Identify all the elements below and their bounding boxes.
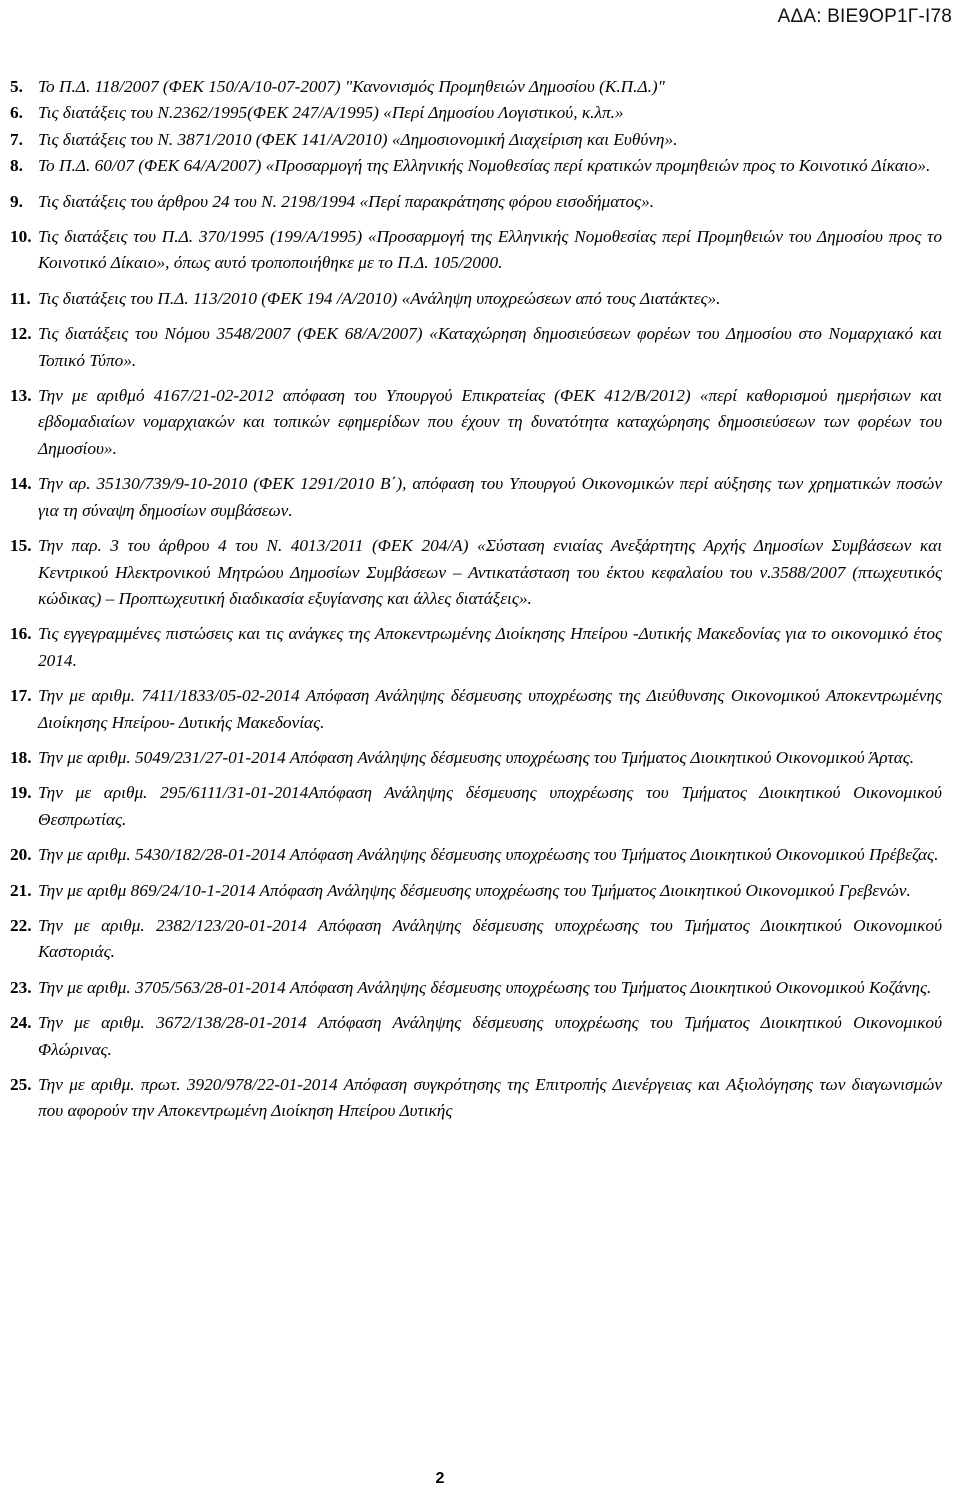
item-number: 19.	[10, 783, 32, 803]
item-text: Την με αριθμ. 295/6111/31-01-2014Απόφαση Ανάληψης δέσμευσης υποχρέωσης του Τμήματος Διοικητικού Οικονομικού Θεσπρωτίας.	[38, 783, 942, 829]
item-number: 23.	[10, 977, 32, 997]
list-item	[10, 1010, 942, 1063]
list-item	[10, 127, 942, 153]
list-item	[10, 189, 942, 215]
item-number: 6.	[10, 103, 23, 123]
list-item	[10, 321, 942, 374]
item-number: 10.	[10, 227, 32, 247]
ada-code: ΑΔΑ: ΒΙΕ9ΟΡ1Γ-Ι78	[777, 6, 952, 27]
item-number: 5.	[10, 77, 23, 96]
list-item	[10, 621, 942, 674]
list-item	[10, 533, 942, 612]
document-body	[10, 74, 942, 1125]
list-item	[10, 683, 942, 736]
list-item	[10, 224, 942, 277]
item-text: Τις διατάξεις του άρθρου 24 του Ν. 2198/1994 «Περί παρακράτησης φόρου εισοδήματος».	[38, 191, 655, 211]
item-number: 20.	[10, 845, 32, 865]
item-number: 14.	[10, 474, 32, 494]
item-number: 8.	[10, 156, 23, 176]
item-text: Την με αριθμ. 5049/231/27-01-2014 Απόφαση Ανάληψης δέσμευσης υποχρέωσης του Τμήματος Διοικητικού Οικονομικού Άρτας.	[38, 747, 915, 767]
item-text: Την με αριθμ. πρωτ. 3920/978/22-01-2014 Απόφαση συγκρότησης της Επιτροπής Διενέργειας και Αξιολόγησης των διαγωνισμών που αφορούν την Αποκεντρωμένη Διοίκηση Ηπείρου Δυτικής	[38, 1075, 942, 1121]
item-text: Την με αριθμό 4167/21-02-2012 απόφαση του Υπουργού Επικρατείας (ΦΕΚ 412/Β/2012) «περί καθορισμού ημερήσιων και εβδομαδιαίων νομαρχιακών και τοπικών εφημερίδων που έχουν τη δυνατότητα καταχώρησης δημοσιεύσεων των φορέων του Δημοσίου».	[38, 386, 942, 458]
item-number: 15.	[10, 536, 32, 556]
item-text: Τις διατάξεις του Π.Δ. 370/1995 (199/Α/1995) «Προσαρμογή της Ελληνικής Νομοθεσίας περί Προμηθειών του Δημοσίου προς το Κοινοτικό Δίκαιο», όπως αυτό τροποποιήθηκε με το Π.Δ. 105/2000.	[38, 227, 942, 273]
item-text: Τις διατάξεις του Π.Δ. 113/2010 (ΦΕΚ 194 /Α/2010) «Ανάληψη υποχρεώσεων από τους Διατάκτες».	[38, 288, 721, 308]
item-text: Την με αριθμ. 3672/138/28-01-2014 Απόφαση Ανάληψης δέσμευσης υποχρέωσης του Τμήματος Διοικητικού Οικονομικού Φλώρινας.	[38, 1013, 942, 1059]
list-item	[10, 286, 942, 312]
item-text: Το Π.Δ. 60/07 (ΦΕΚ 64/Α/2007) «Προσαρμογή της Ελληνικής Νομοθεσίας περί κρατικών προμηθειών προς το Κοινοτικό Δίκαιο».	[38, 156, 931, 176]
list-item	[10, 471, 942, 524]
item-text: Την με αριθμ 869/24/10-1-2014 Απόφαση Ανάληψης δέσμευσης υποχρέωσης του Τμήματος Διοικητικού Οικονομικού Γρεβενών.	[38, 880, 911, 900]
item-text: Την με αριθμ. 2382/123/20-01-2014 Απόφαση Ανάληψης δέσμευσης υποχρέωσης του Τμήματος Διοικητικού Οικονομικού Καστοριάς.	[38, 915, 942, 962]
item-number: 17.	[10, 686, 32, 706]
item-text: Την με αριθμ. 3705/563/28-01-2014 Απόφαση Ανάληψης δέσμευσης υποχρέωσης του Τμήματος Διοικητικού Οικονομικού Κοζάνης.	[38, 977, 932, 997]
item-text: Την αρ. 35130/739/9-10-2010 (ΦΕΚ 1291/2010 Β΄), απόφαση του Υπουργού Οικονομικών περί αύξησης των χρηματικών ποσών για τη σύναψη δημοσίων συμβάσεων.	[38, 474, 942, 520]
item-number: 21.	[10, 880, 32, 900]
list-item	[10, 975, 942, 1001]
item-text: Τις διατάξεις του Ν.2362/1995(ΦΕΚ 247/Α/1995) «Περί Δημοσίου Λογιστικού, κ.λπ.»	[38, 103, 624, 123]
page-number: 2	[435, 1470, 445, 1487]
item-text: Το Π.Δ. 118/2007 (ΦΕΚ 150/Α/10-07-2007) "Κανονισμός Προμηθειών Δημοσίου (Κ.Π.Δ.)"	[38, 77, 665, 96]
item-number: 7.	[10, 129, 23, 149]
list-item	[10, 842, 942, 868]
item-number: 16.	[10, 624, 32, 644]
item-number: 9.	[10, 191, 23, 211]
list-item	[10, 1072, 942, 1125]
item-text: Την με αριθμ. 5430/182/28-01-2014 Απόφαση Ανάληψης δέσμευσης υποχρέωσης του Τμήματος Διοικητικού Οικονομικού Πρέβεζας.	[38, 845, 939, 865]
item-text: Τις εγγεγραμμένες πιστώσεις και τις ανάγκες της Αποκεντρωμένης Διοίκησης Ηπείρου -Δυτικής Μακεδονίας για το οικονομικό έτος 2014.	[38, 624, 942, 670]
list-item	[10, 745, 942, 771]
list-item	[10, 780, 942, 833]
item-number: 13.	[10, 386, 32, 406]
item-text: Την παρ. 3 του άρθρου 4 του Ν. 4013/2011 (ΦΕΚ 204/Α) «Σύσταση ενιαίας Ανεξάρτητης Αρχής Δημοσίων Συμβάσεων και Κεντρικού Ηλεκτρονικού Μητρώου Δημοσίων Συμβάσεων – Αντικατάσταση του έκτου κεφαλαίου του ν.3588/2007 (πτωχευτικός κώδικας) – Προπτωχευτική διαδικασία εξυγίανσης και άλλες διατάξεις».	[38, 536, 942, 608]
list-item	[10, 100, 942, 126]
list-item	[10, 913, 942, 966]
list-item	[10, 878, 942, 904]
item-text: Τις διατάξεις του Ν. 3871/2010 (ΦΕΚ 141/Α/2010) «Δημοσιονομική Διαχείριση και Ευθύνη».	[38, 129, 678, 149]
item-text: Τις διατάξεις του Νόμου 3548/2007 (ΦΕΚ 68/Α/2007) «Καταχώρηση δημοσιεύσεων φορέων του Δημοσίου στο Νομαρχιακό και Τοπικό Τύπο».	[38, 324, 942, 370]
item-number: 24.	[10, 1013, 32, 1033]
list-item	[10, 74, 942, 100]
item-number: 18.	[10, 747, 32, 767]
list-item	[10, 153, 942, 179]
item-text: Την με αριθμ. 7411/1833/05-02-2014 Απόφαση Ανάληψης δέσμευσης υποχρέωσης της Διεύθυνσης Οικονομικού Αποκεντρωμένης Διοίκησης Ηπείρου- Δυτικής Μακεδονίας.	[38, 686, 942, 732]
item-number: 12.	[10, 324, 32, 344]
item-number: 25.	[10, 1075, 32, 1094]
list-item	[10, 383, 942, 462]
item-number: 22.	[10, 915, 32, 935]
item-number: 11.	[10, 288, 31, 308]
